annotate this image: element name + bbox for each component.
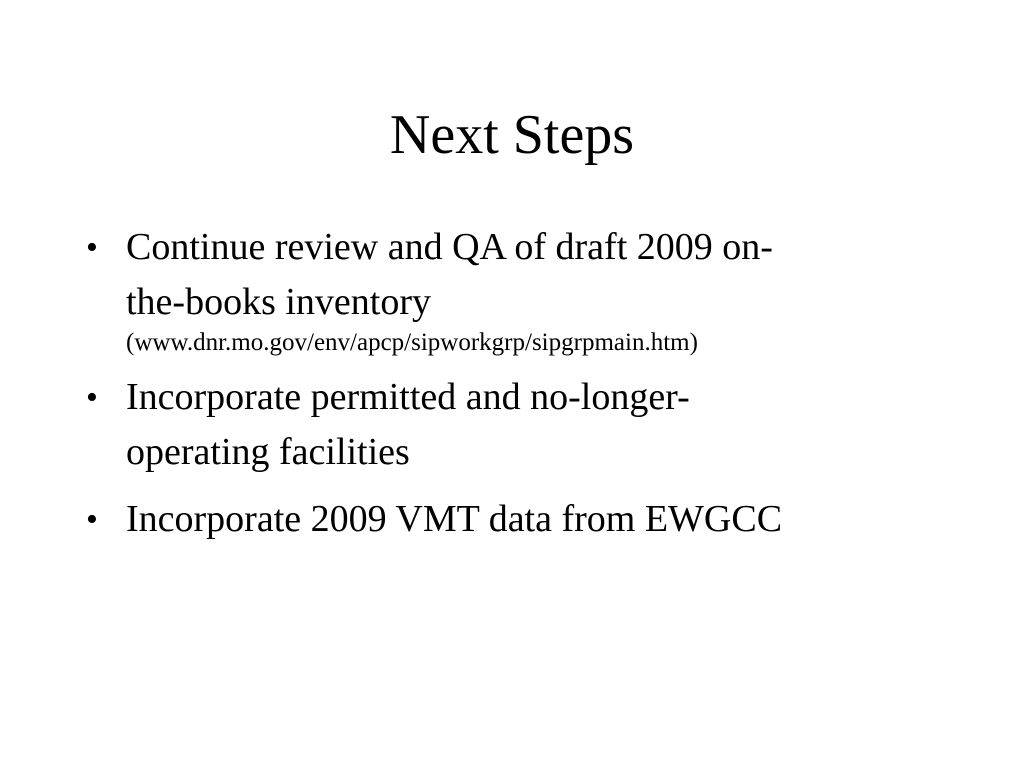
bullet-text-line: Incorporate 2009 VMT data from EWGCC [126, 498, 783, 540]
bullet-text-line: Incorporate permitted and no-longer- [126, 376, 690, 418]
bullet-item [86, 492, 936, 547]
bullet-item [86, 220, 936, 358]
bullet-text-line: the-books inventory [126, 281, 432, 323]
bullet-icon: • [86, 379, 98, 416]
bullet-text-line: Continue review and QA of draft 2009 on- [126, 226, 773, 268]
bullet-icon: • [86, 229, 98, 266]
bullet-url-text: (www.dnr.mo.gov/env/apcp/sipworkgrp/sipgrpmain.htm) [126, 329, 698, 356]
bullet-list [86, 220, 936, 559]
bullet-icon: • [86, 501, 98, 538]
bullet-item [86, 370, 936, 480]
bullet-text-line: operating facilities [126, 431, 410, 473]
slide-title: Next Steps [389, 104, 635, 166]
